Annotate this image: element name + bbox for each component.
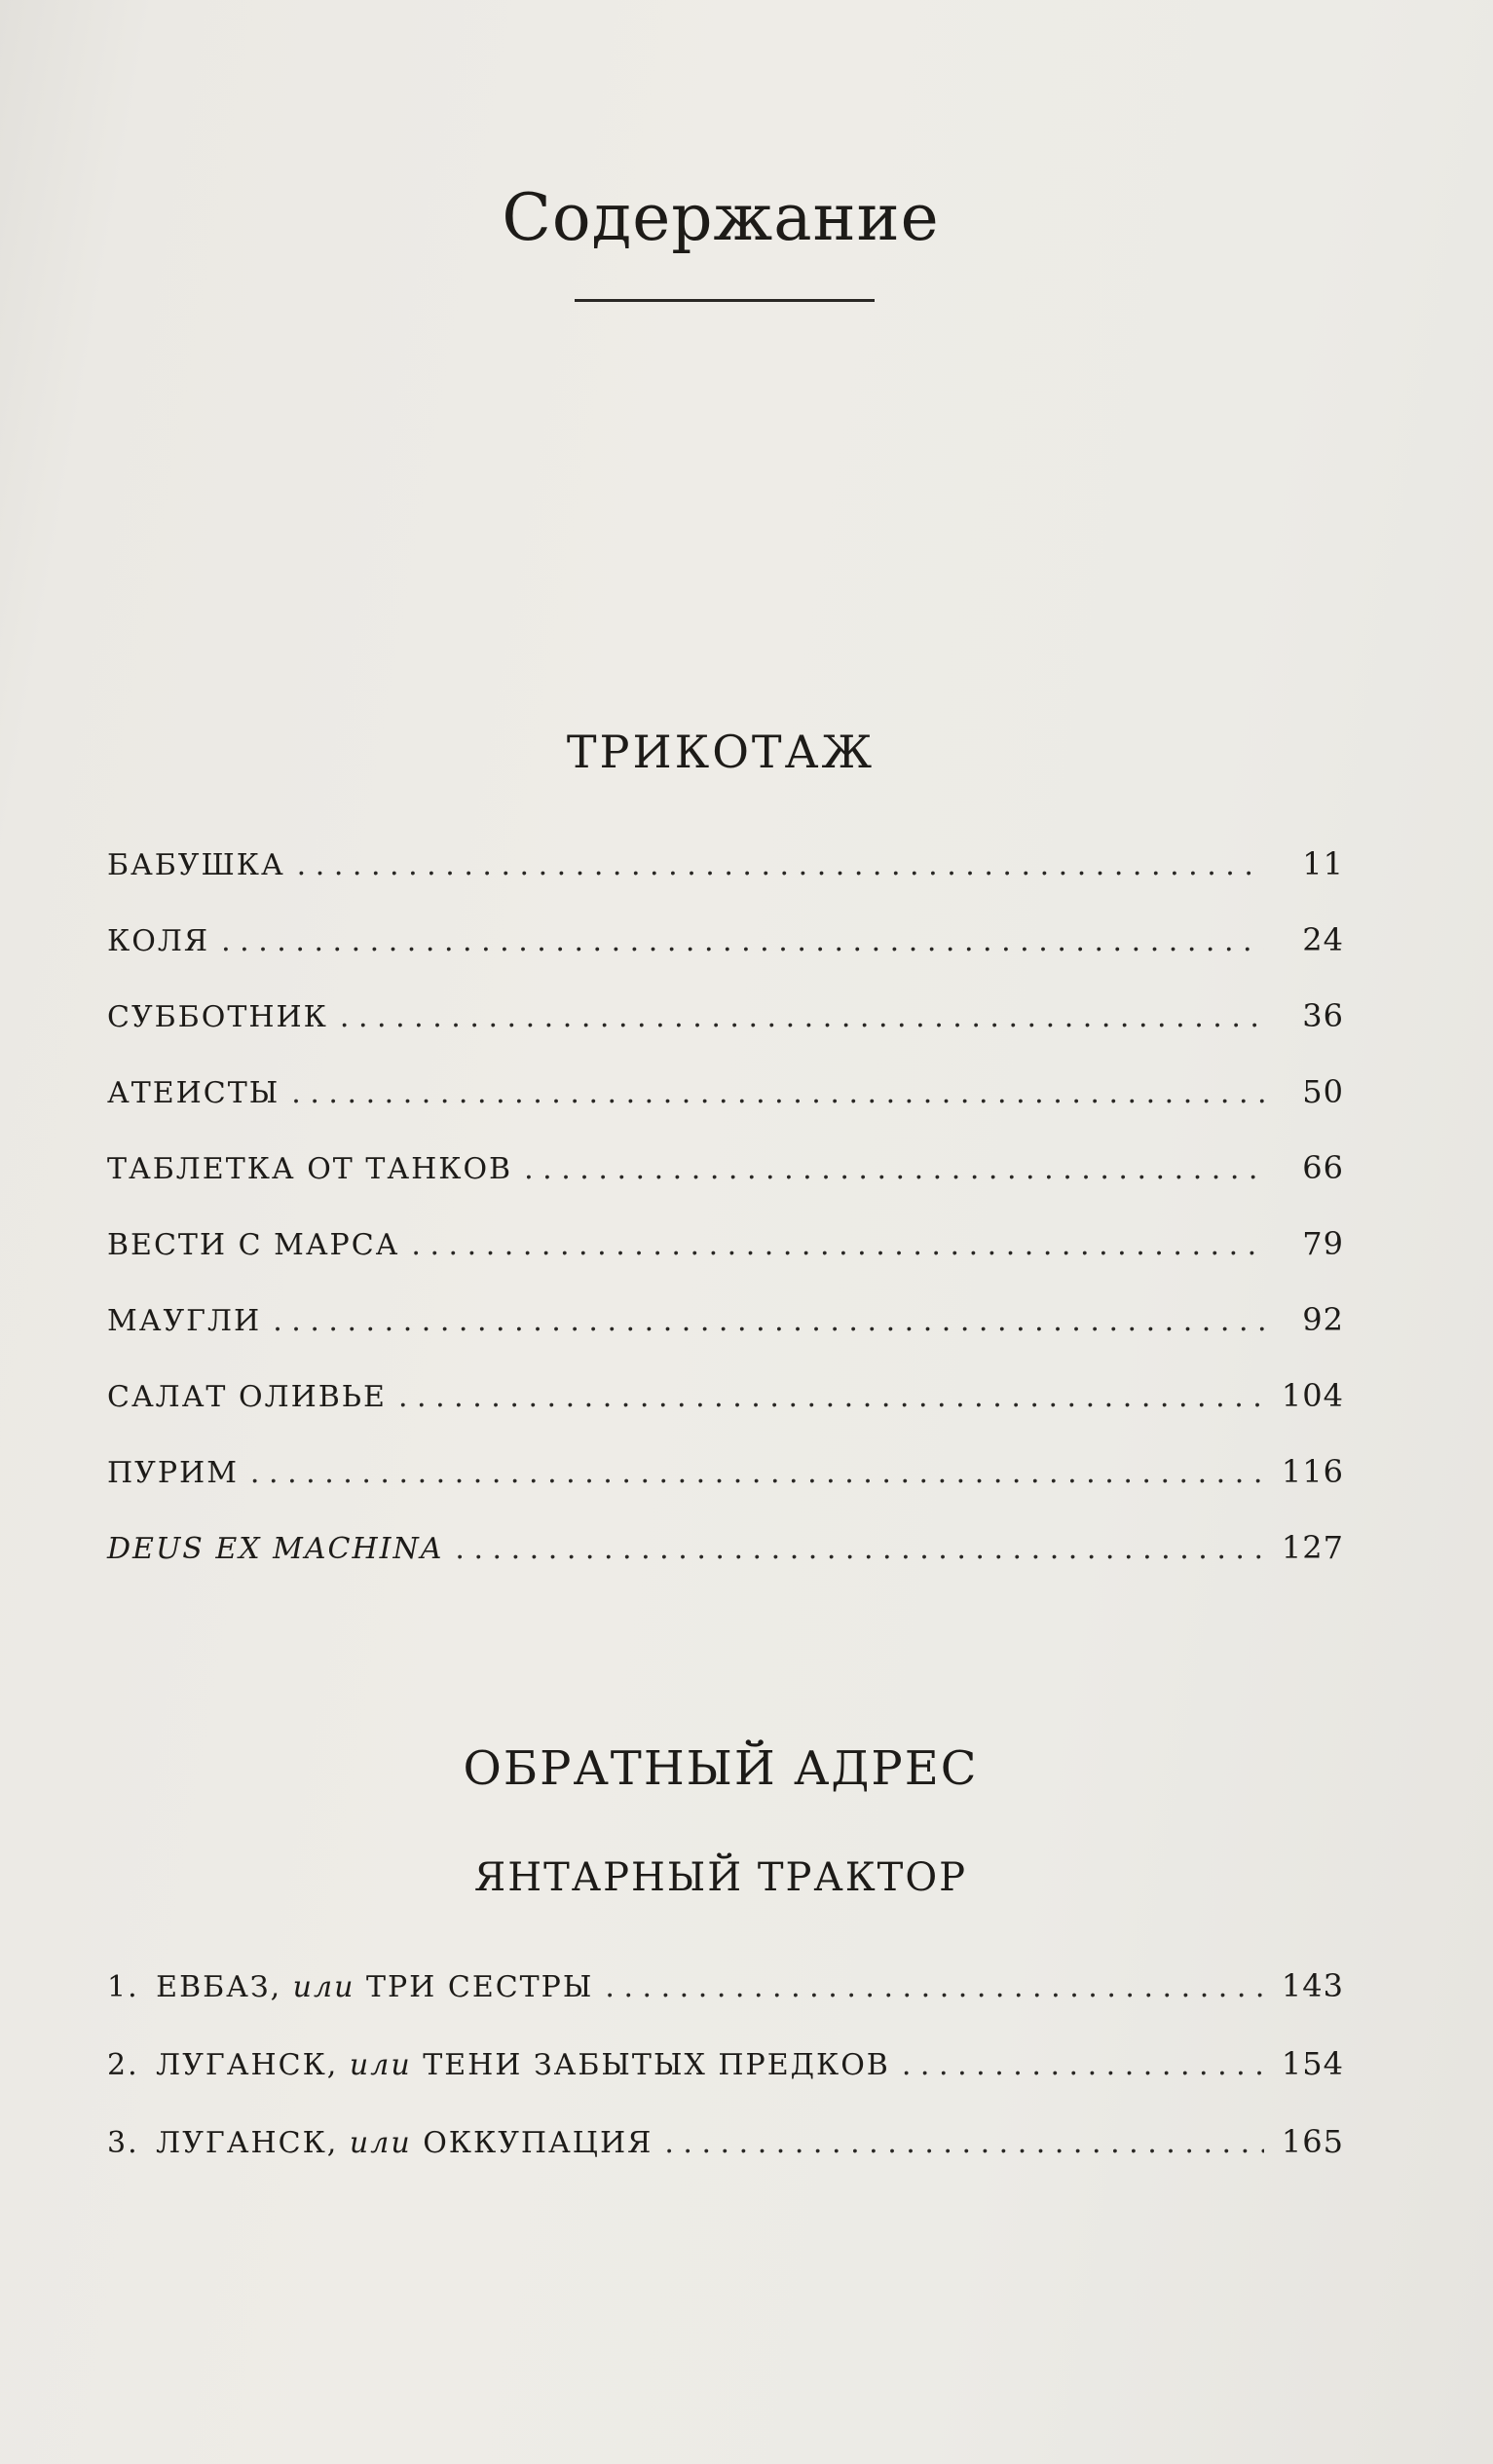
toc-leader-dots [605,1970,1264,2004]
section-title-trikotazh: ТРИКОТАЖ [566,726,876,778]
title-underline [575,299,875,302]
toc-entry [107,921,1344,960]
toc-leader-dots [455,1532,1264,1566]
toc-leader-dots [291,1076,1264,1110]
toc-leader-dots [297,848,1264,882]
toc-leader-dots [250,1456,1264,1490]
toc-entry-title-italic: или [292,1970,355,2004]
toc-entry-title-end: ОККУПАЦИЯ [423,2126,653,2160]
toc-entry-title [107,2126,653,2160]
toc-leader-dots [398,1380,1264,1414]
section-subtitle-yantarny-traktor: ЯНТАРНЫЙ ТРАКТОР [473,1855,968,1900]
toc-entry-page: 127 [1281,1529,1344,1566]
toc-entry-title-italic: или [349,2048,412,2082]
toc-entry-title-start: ЕВБАЗ, [156,1970,282,2004]
toc-entry [107,1453,1344,1492]
toc-entry-page: 79 [1302,1225,1344,1262]
toc-entry-page: 50 [1302,1073,1344,1110]
toc-leader-dots [664,2126,1264,2160]
toc-entry-page: 143 [1281,1967,1344,2004]
toc-leader-dots [524,1152,1264,1186]
toc-entry-title: КОЛЯ [107,924,210,958]
toc-entry-title: СУББОТНИК [107,1000,328,1034]
toc-entry-number: 3. [107,2126,139,2160]
toc-entry-title: АТЕИСТЫ [107,1076,280,1110]
toc-entry-title: DEUS EX MACHINA [107,1532,444,1566]
toc-entry-page: 24 [1302,921,1344,958]
toc-entry-title [107,1970,593,2004]
toc-entry [107,997,1344,1036]
toc-entry-title-start: ЛУГАНСК, [156,2126,339,2160]
toc-leader-dots [221,924,1264,958]
toc-entry-number: 2. [107,2048,139,2082]
toc-leader-dots [411,1228,1264,1262]
toc-entry-title: САЛАТ ОЛИВЬЕ [107,1380,387,1414]
toc-entry-title-end: ТРИ СЕСТРЫ [365,1970,594,2004]
toc-entry [107,1073,1344,1112]
toc-entry-title: МАУГЛИ [107,1304,262,1338]
toc-entry-page: 104 [1281,1377,1344,1414]
toc-entry-title: БАБУШКА [107,848,285,882]
toc-entry-page: 154 [1281,2045,1344,2082]
toc-entry-page: 116 [1281,1453,1344,1490]
toc-entry-title-italic: или [349,2126,412,2160]
toc-entry-number: 1. [107,1970,139,2004]
section-title-obratny-adres: ОБРАТНЫЙ АДРЕС [463,1741,979,1796]
toc-entry-title: ПУРИМ [107,1456,239,1490]
toc-entry-page: 165 [1281,2123,1344,2160]
toc-leader-dots [273,1304,1264,1338]
toc-leader-dots [902,2048,1264,2082]
page-title: Содержание [502,180,940,255]
toc-leader-dots [340,1000,1264,1034]
toc-entry [107,1225,1344,1264]
toc-entry-title-start: ЛУГАНСК, [156,2048,339,2082]
toc-entry-title: ВЕСТИ С МАРСА [107,1228,400,1262]
toc-entry [107,2045,1344,2084]
toc-entry [107,1529,1344,1568]
toc-entry [107,2123,1344,2162]
toc-entry-page: 36 [1302,997,1344,1034]
toc-entry-page: 92 [1302,1301,1344,1338]
toc-entry-page: 11 [1302,845,1344,882]
toc-entry [107,845,1344,884]
toc-entry [107,1967,1344,2006]
toc-entry-title: ТАБЛЕТКА ОТ ТАНКОВ [107,1152,513,1186]
toc-entry-title [107,2048,890,2082]
toc-entry-title-end: ТЕНИ ЗАБЫТЫХ ПРЕДКОВ [423,2048,890,2082]
toc-entry [107,1301,1344,1340]
toc-entry-page: 66 [1302,1149,1344,1186]
toc-entry [107,1149,1344,1188]
toc-entry [107,1377,1344,1416]
